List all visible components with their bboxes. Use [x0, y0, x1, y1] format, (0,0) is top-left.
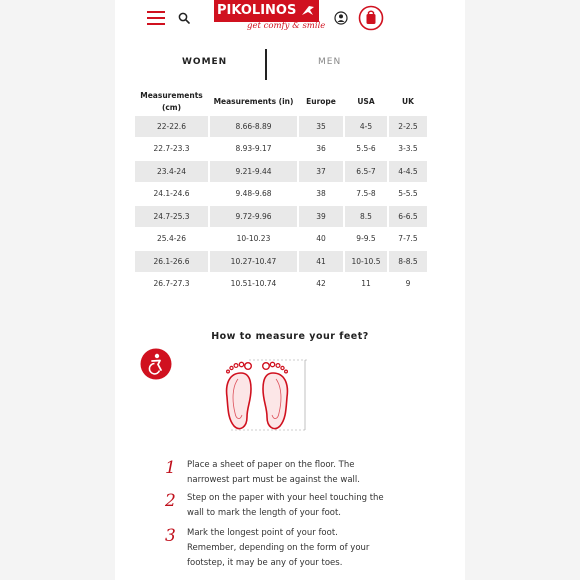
table-row	[135, 116, 427, 137]
cell-europe: 38	[316, 189, 326, 199]
measure-title: How to measure your feet?	[211, 331, 369, 342]
table-row	[135, 206, 427, 227]
cell-in: 10.27-10.47	[210, 251, 297, 272]
table-header-row	[135, 90, 427, 114]
tab-women[interactable]: WOMEN	[182, 57, 228, 67]
step-text: Place a sheet of paper on the floor. The narrowest part must be against the wall.	[187, 460, 360, 485]
gender-tabs	[115, 45, 465, 81]
table-row	[135, 184, 427, 205]
shopping-bag-icon[interactable]	[358, 5, 384, 31]
cell-uk: 8-8.5	[389, 251, 427, 272]
cell-in: 10.51-10.74	[230, 279, 277, 289]
cell-cm: 22-22.6	[135, 116, 208, 137]
size-guide-page	[115, 0, 465, 580]
cell-europe: 41	[299, 251, 343, 272]
cell-usa: 4-5	[345, 116, 387, 137]
cell-cm: 24.7-25.3	[135, 206, 208, 227]
table-row	[135, 251, 427, 272]
step-number: 1	[165, 458, 176, 478]
header-in: Measurements (in)	[213, 97, 294, 106]
cell-uk: 3-3.5	[398, 144, 418, 154]
user-icon[interactable]	[334, 11, 348, 25]
cell-in: 10-10.23	[236, 234, 271, 244]
cell-usa: 10-10.5	[345, 251, 387, 272]
cell-europe: 37	[299, 161, 343, 182]
cell-usa: 7.5-8	[356, 189, 376, 199]
hamburger-menu-icon[interactable]	[147, 11, 165, 25]
footprints-icon	[219, 357, 311, 433]
step-text: Step on the paper with your heel touching the wall to mark the length of your foot.	[187, 493, 384, 518]
table-row	[135, 274, 427, 295]
cell-cm: 23.4-24	[135, 161, 208, 182]
cell-uk: 4-4.5	[389, 161, 427, 182]
logo-bird-icon	[300, 3, 316, 19]
cell-usa: 8.5	[345, 206, 387, 227]
tab-divider	[265, 49, 267, 80]
header-cm: Measurements (cm)	[140, 91, 203, 112]
table-row	[135, 229, 427, 250]
cell-in: 8.93-9.17	[235, 144, 272, 154]
cell-europe: 35	[299, 116, 343, 137]
cell-europe: 36	[316, 144, 326, 154]
cell-cm: 26.7-27.3	[153, 279, 190, 289]
table-row	[135, 139, 427, 160]
cell-cm: 22.7-23.3	[153, 144, 190, 154]
step-text: Mark the longest point of your foot. Remember, depending on the form of your footstep, it may be any of your toes.	[187, 528, 370, 568]
cell-uk: 5-5.5	[398, 189, 418, 199]
cell-usa: 6.5-7	[345, 161, 387, 182]
search-icon[interactable]	[178, 12, 190, 24]
cell-usa: 5.5-6	[356, 144, 376, 154]
cell-uk: 9	[405, 279, 411, 289]
accessibility-icon[interactable]	[140, 348, 172, 380]
header-usa: USA	[357, 97, 375, 106]
cell-europe: 42	[316, 279, 326, 289]
brand-name: PIKOLINOS	[217, 3, 297, 18]
cell-uk: 6-6.5	[389, 206, 427, 227]
cell-cm: 24.1-24.6	[153, 189, 190, 199]
cell-europe: 39	[299, 206, 343, 227]
brand-logo[interactable]	[214, 0, 326, 36]
cell-in: 9.48-9.68	[235, 189, 272, 199]
cell-in: 9.21-9.44	[210, 161, 297, 182]
header-uk: UK	[402, 97, 414, 106]
table-row	[135, 161, 427, 182]
cell-europe: 40	[316, 234, 326, 244]
step-number: 2	[165, 491, 176, 511]
tab-men[interactable]: MEN	[318, 57, 342, 67]
size-table	[133, 88, 429, 296]
step-number: 3	[165, 526, 176, 546]
cell-in: 8.66-8.89	[210, 116, 297, 137]
cell-uk: 7-7.5	[398, 234, 418, 244]
cell-usa: 9-9.5	[356, 234, 376, 244]
header-europe: Europe	[306, 97, 336, 106]
cell-usa: 11	[361, 279, 371, 289]
cell-uk: 2-2.5	[389, 116, 427, 137]
cell-in: 9.72-9.96	[210, 206, 297, 227]
cell-cm: 25.4-26	[157, 234, 186, 244]
cell-cm: 26.1-26.6	[135, 251, 208, 272]
brand-tagline: get comfy & smile	[247, 21, 326, 31]
